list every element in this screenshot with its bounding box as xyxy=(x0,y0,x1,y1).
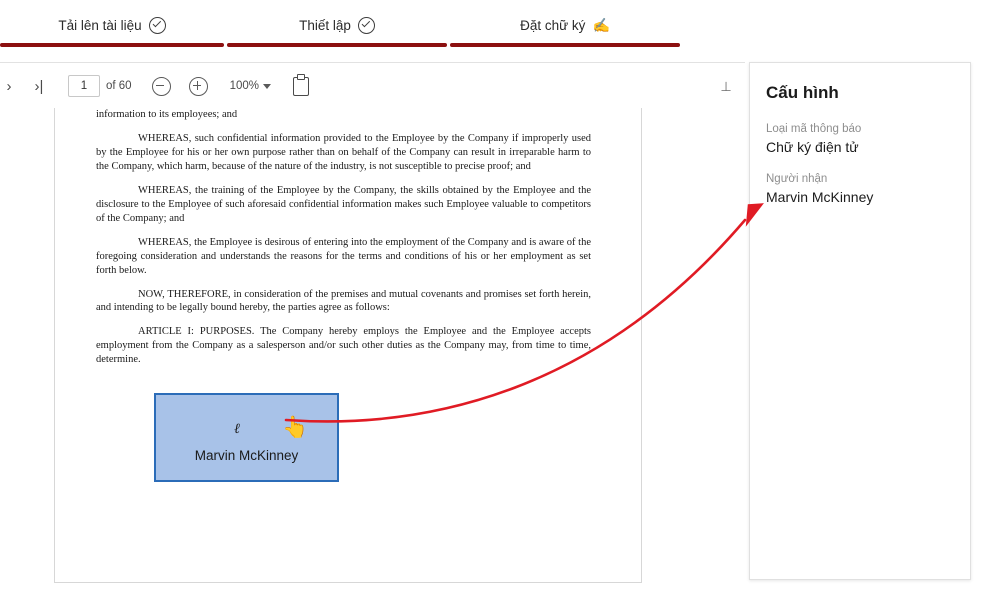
document-viewer xyxy=(0,108,745,596)
document-text xyxy=(96,108,591,377)
recipient-label: Người nhận xyxy=(766,173,828,185)
hand-pointer-icon: 👆 xyxy=(282,416,309,439)
step-progress-bar-signature xyxy=(450,43,680,47)
clipboard-icon[interactable] xyxy=(293,77,309,96)
signature-field[interactable] xyxy=(154,393,339,482)
signature-mark: ℓ xyxy=(234,422,240,437)
token-type-value: Chữ ký điện tử xyxy=(766,139,859,155)
document-paragraph: information to its employees; and xyxy=(96,109,238,120)
document-paragraph: WHEREAS, the Employee is desirous of entering into the employment of the Company and is aware of the foregoing consideration and understands the reasons for the terms and conditions of his or her employment as set forth below. xyxy=(96,236,591,276)
document-paragraph: WHEREAS, such confidential information provided to the Employee by the Company if improperly used by the Employee for his or her own purpose rather than on behalf of the Company can result in irreparable harm to the Company, which harm, because of the nature of the industry, is not susceptible to precise proof; and xyxy=(96,132,591,172)
step-progress-bar-setup xyxy=(227,43,447,47)
recipient-value: Marvin McKinney xyxy=(766,189,874,205)
page-total-label: of 60 xyxy=(106,80,132,92)
step-progress-bar-upload xyxy=(0,43,224,47)
check-circle-icon xyxy=(149,17,166,34)
step-label: Thiết lập xyxy=(299,17,351,33)
page-number-input[interactable] xyxy=(68,75,100,97)
signature-name-label: Marvin McKinney xyxy=(194,448,299,463)
zoom-level-label: 100% xyxy=(229,80,259,92)
panel-title: Cấu hình xyxy=(766,83,839,102)
panel-toggle-icon[interactable]: ⊥ xyxy=(720,78,732,94)
document-paragraph: NOW, THEREFORE, in consideration of the premises and mutual covenants and promises set forth herein, and intending to be legally bound hereby, the parties agree as follows: xyxy=(96,288,591,314)
signature-icon: ✍ xyxy=(592,17,610,33)
document-paragraph: WHEREAS, the training of the Employee by the Company, the skills obtained by the Employee and the disclosure to the Employee of such aforesaid confidential information makes such Employee valuable to competitors of the Company; and xyxy=(96,184,591,224)
wizard-stepper xyxy=(0,0,680,50)
chevron-last-icon[interactable]: ›| xyxy=(34,77,44,95)
configuration-panel xyxy=(749,62,971,580)
check-circle-icon xyxy=(358,17,375,34)
chevron-down-icon[interactable] xyxy=(263,84,271,89)
chevron-right-icon[interactable]: › xyxy=(6,77,12,95)
document-page xyxy=(54,108,642,583)
step-label: Tải lên tài liệu xyxy=(58,17,142,33)
token-type-label: Loại mã thông báo xyxy=(766,123,862,135)
step-label: Đặt chữ ký xyxy=(520,17,586,33)
zoom-out-icon[interactable] xyxy=(152,77,171,96)
zoom-in-icon[interactable] xyxy=(189,77,208,96)
pdf-toolbar xyxy=(0,62,745,110)
document-paragraph: ARTICLE I: PURPOSES. The Company hereby employs the Employee and the Employee accepts employment from the Company as a salesperson and/or such other duties as the Company may, from time to time, determine. xyxy=(96,326,591,366)
